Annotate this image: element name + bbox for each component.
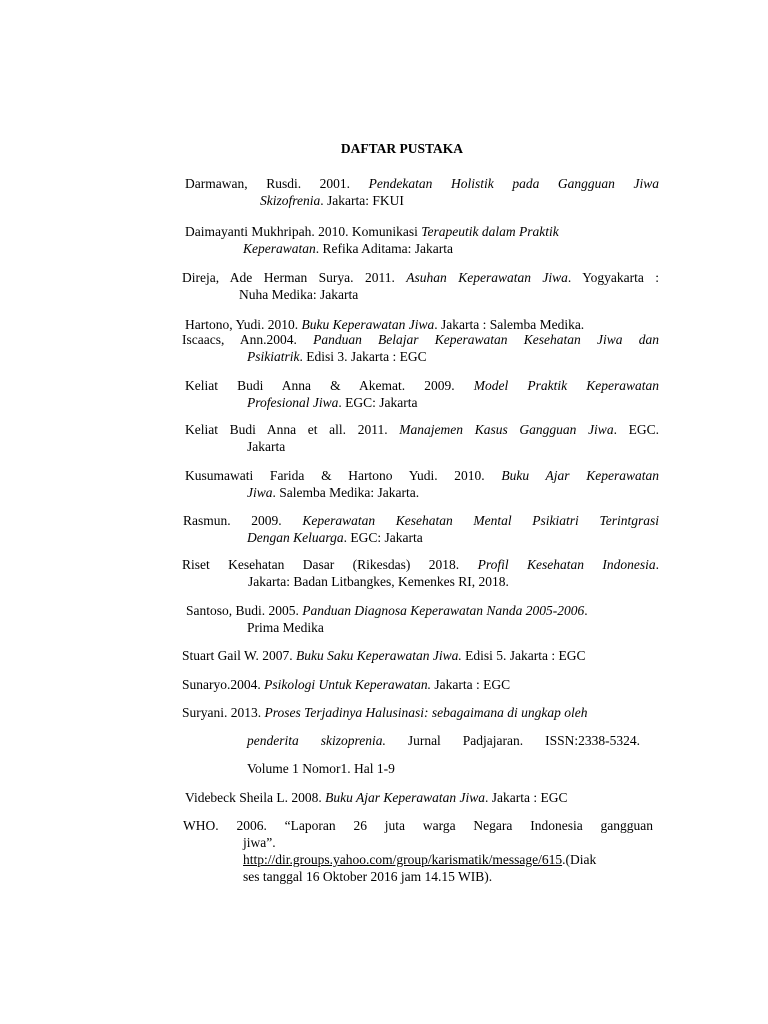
reference-line: http://dir.groups.yahoo.com/group/karismatik/message/615.(Diak [243,852,597,867]
reference-line: Volume 1 Nomor1. Hal 1-9 [247,761,395,776]
reference-line: Prima Medika [247,620,324,635]
reference-riset [182,556,659,590]
reference-line: jiwa”. [243,835,276,850]
reference-line: Jakarta: Badan Litbangkes, Kemenkes RI, 2018. [248,574,509,589]
reference-iscaacs [182,331,659,365]
reference-who [183,817,659,885]
reference-line: Sunaryo.2004. Psikologi Untuk Keperawatan. Jakarta : EGC [182,677,511,692]
reference-daimayanti [185,223,659,257]
reference-line: Jakarta [247,439,286,454]
reference-line: Suryani. 2013. Proses Terjadinya Halusinasi: sebagaimana di ungkap oleh [182,705,588,720]
reference-line: Iscaacs, Ann.2004. Panduan Belajar Keperawatan Kesehatan Jiwa dan [182,332,659,347]
reference-videbeck [185,789,659,806]
reference-line: Keperawatan. Refika Aditama: Jakarta [243,241,453,256]
reference-line: Darmawan, Rusdi. 2001. Pendekatan Holistik pada Gangguan Jiwa [185,176,660,191]
reference-line: Keliat Budi Anna et all. 2011. Manajemen Kasus Gangguan Jiwa. EGC. [185,422,660,437]
reference-darmawan [185,175,659,209]
reference-line: ses tanggal 16 Oktober 2016 jam 14.15 WIB). [243,869,493,884]
reference-line: Kusumawati Farida & Hartono Yudi. 2010. Buku Ajar Keperawatan [185,468,659,483]
reference-rasmun [183,512,659,546]
reference-line: Rasmun. 2009. Keperawatan Kesehatan Mental Psikiatri Terintgrasi [183,513,659,528]
reference-line: Santoso, Budi. 2005. Panduan Diagnosa Keperawatan Nanda 2005-2006. [186,603,588,618]
reference-line: Keliat Budi Anna & Akemat. 2009. Model Praktik Keperawatan [185,378,659,393]
reference-sunaryo [182,676,659,693]
page-title: DAFTAR PUSTAKA [340,141,464,156]
reference-link[interactable]: http://dir.groups.yahoo.com/group/karismatik/message/615 [243,852,563,867]
reference-line: Psikiatrik. Edisi 3. Jakarta : EGC [247,349,427,364]
reference-line: Videbeck Sheila L. 2008. Buku Ajar Keperawatan Jiwa. Jakarta : EGC [185,790,568,805]
reference-keliat-2011 [185,421,659,455]
reference-line: Daimayanti Mukhripah. 2010. Komunikasi Terapeutik dalam Praktik [185,224,559,239]
reference-line: Riset Kesehatan Dasar (Rikesdas) 2018. Profil Kesehatan Indonesia. [182,557,659,572]
reference-stuart [182,647,659,664]
reference-line: Stuart Gail W. 2007. Buku Saku Keperawatan Jiwa. Edisi 5. Jakarta : EGC [182,648,586,663]
reference-line: Profesional Jiwa. EGC: Jakarta [247,395,418,410]
reference-line: Dengan Keluarga. EGC: Jakarta [247,530,423,545]
reference-line: WHO. 2006. “Laporan 26 juta warga Negara Indonesia gangguan [183,818,653,833]
reference-suryani [182,704,659,776]
reference-direja [182,269,659,303]
reference-keliat-2009 [185,377,659,411]
reference-line: Direja, Ade Herman Surya. 2011. Asuhan Keperawatan Jiwa. Yogyakarta : [182,270,660,285]
reference-line: Jiwa. Salemba Medika: Jakarta. [247,485,420,500]
reference-line: Nuha Medika: Jakarta [239,287,359,302]
reference-santoso [186,602,659,636]
reference-line: penderita skizoprenia. Jurnal Padjajaran. ISSN:2338-5324. [247,733,640,748]
reference-line: Skizofrenia. Jakarta: FKUI [260,193,404,208]
reference-kusumawati [185,467,659,501]
reference-line: Hartono, Yudi. 2010. Buku Keperawatan Jiwa. Jakarta : Salemba Medika. [185,317,585,332]
